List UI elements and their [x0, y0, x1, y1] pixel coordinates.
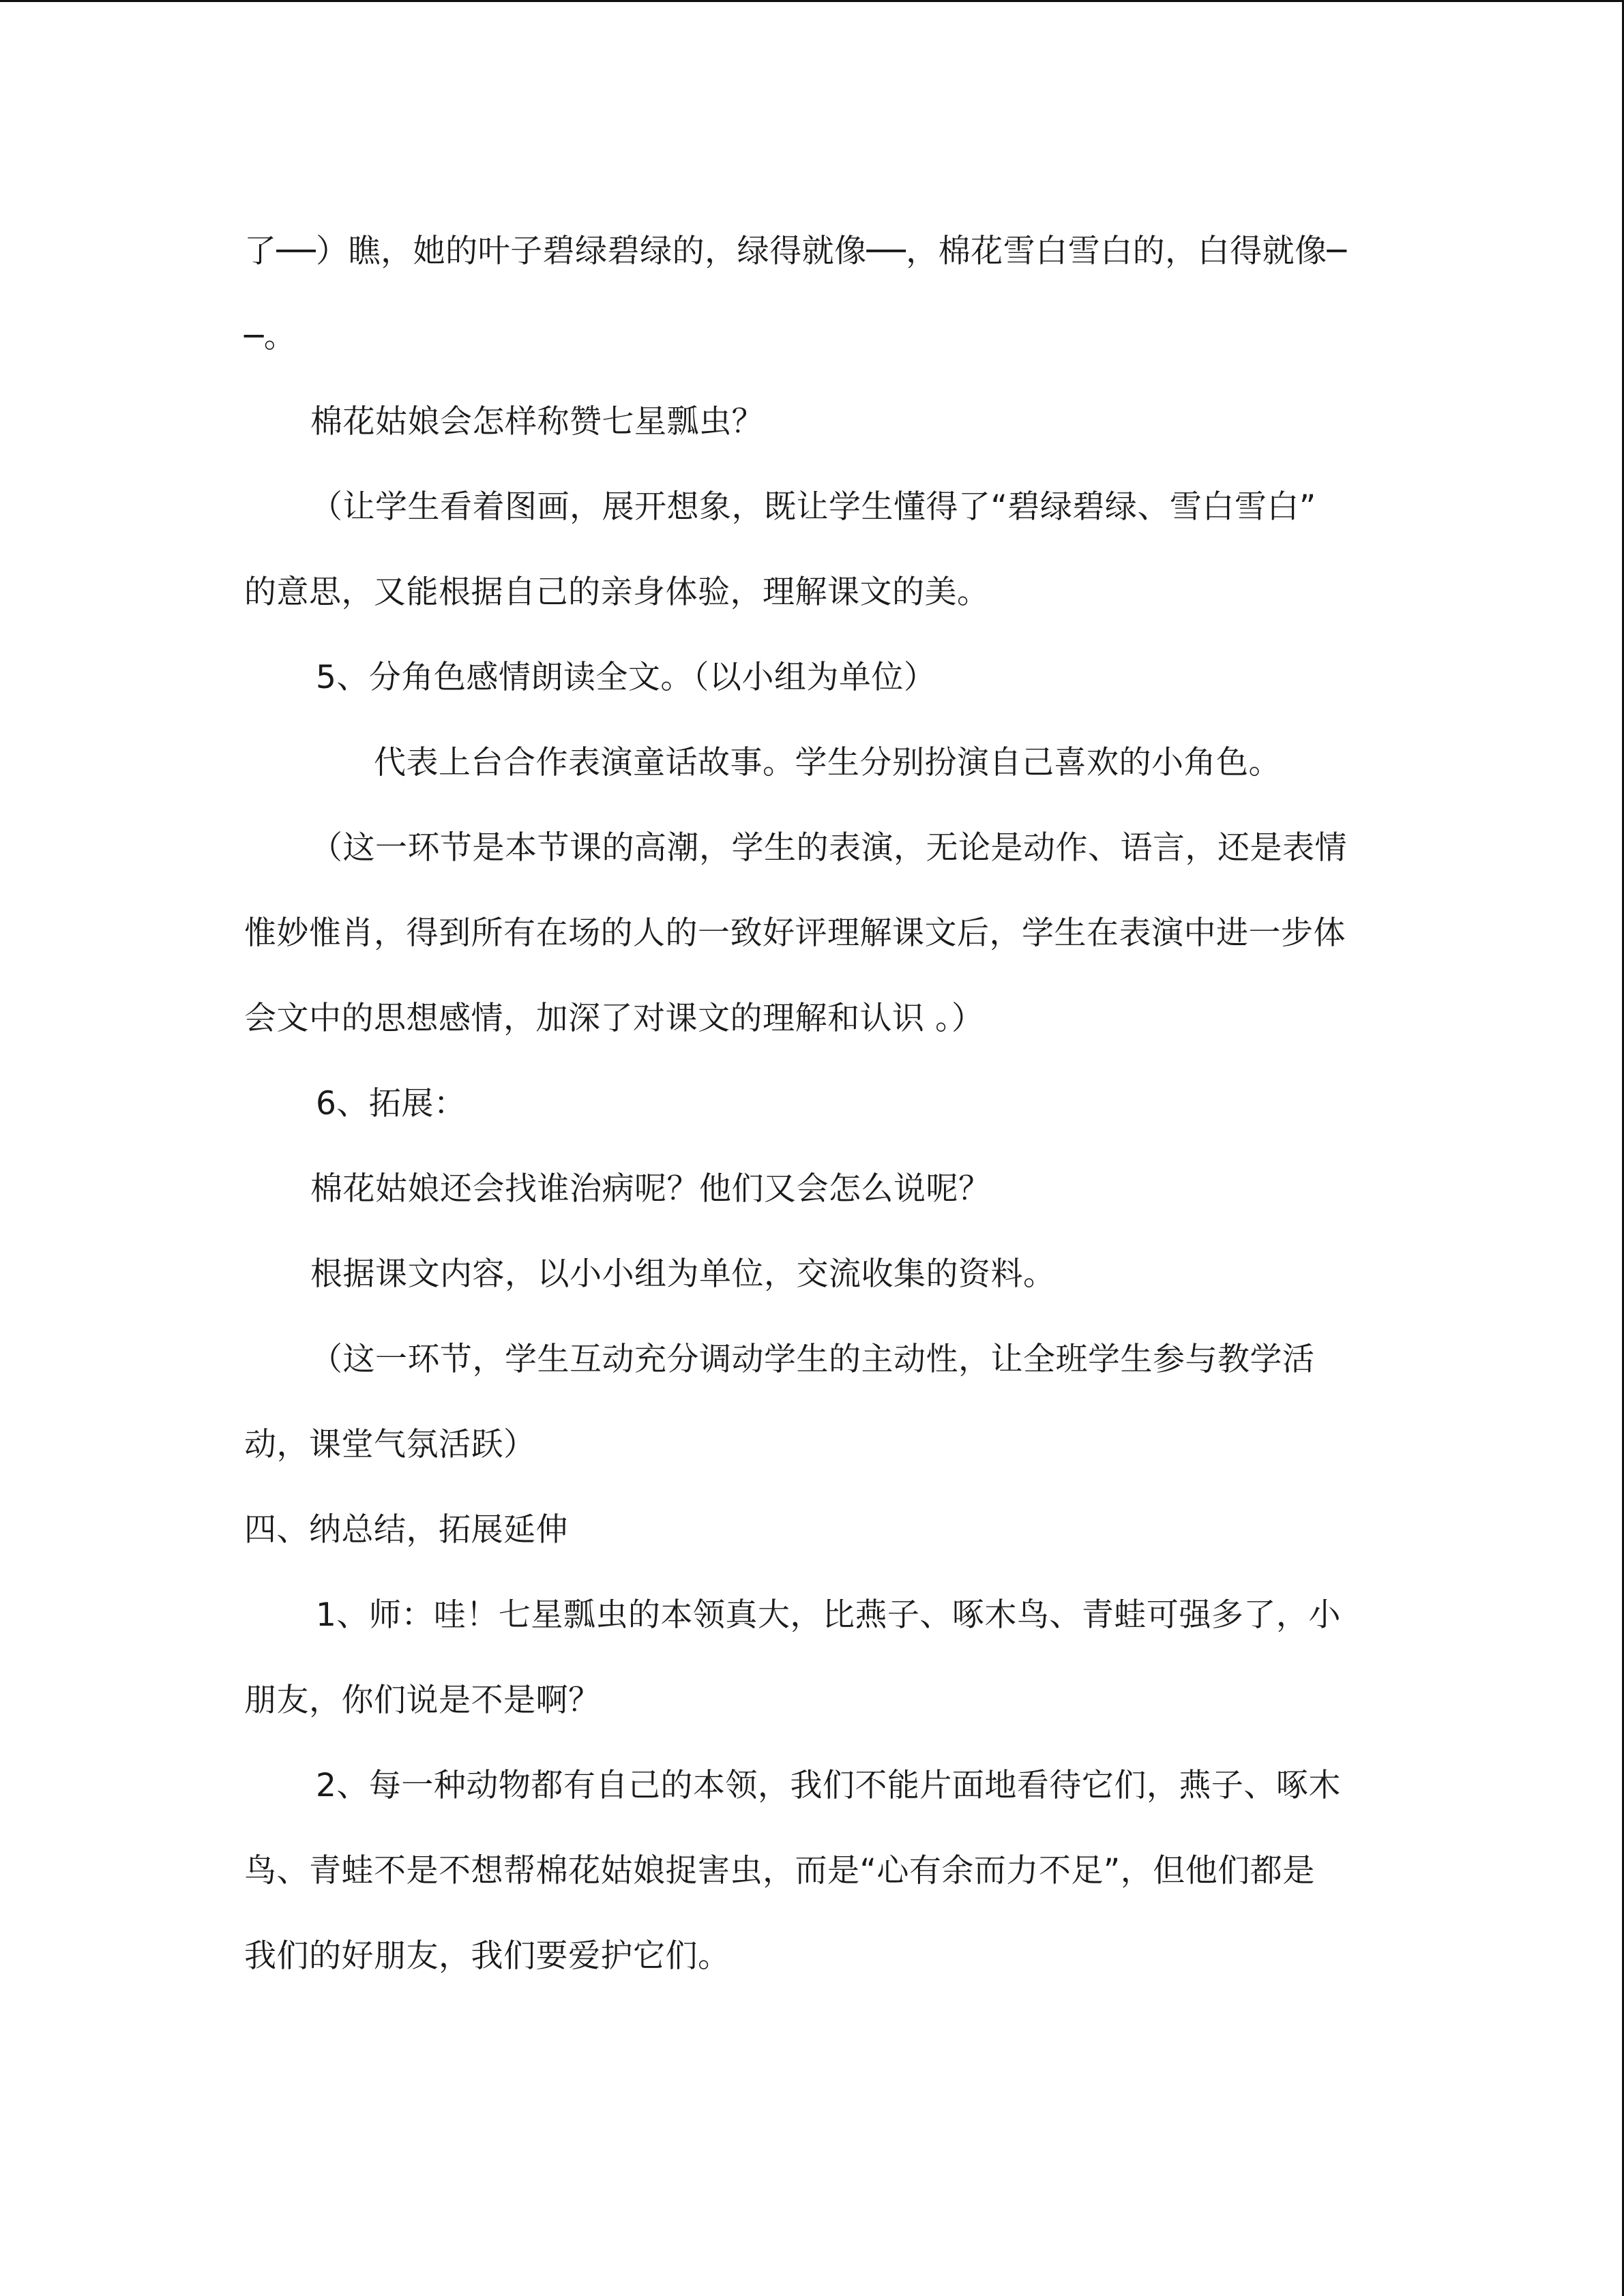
text-line: 了──）瞧，她的叶子碧绿碧绿的，绿得就像──，棉花雪白雪白的，白得就像─ [244, 233, 1347, 270]
page-top-border [0, 0, 1624, 2]
text-line: 会文中的思想感情，加深了对课文的理解和认识 。） [244, 1000, 984, 1037]
text-line: 惟妙惟肖，得到所有在场的人的一致好评理解课文后，学生在表演中进一步体 [244, 914, 1346, 952]
text-line: 代表上台合作表演童话故事。学生分别扮演自己喜欢的小角色。 [374, 744, 1281, 781]
text-line: ─。 [244, 318, 297, 355]
text-line: 5、分角色感情朗读全文。（以小组为单位） [316, 659, 936, 696]
text-line: 6、拓展： [316, 1085, 467, 1122]
document-page [244, 209, 1383, 1999]
text-line: （这一环节，学生互动充分调动学生的主动性，让全班学生参与教学活 [310, 1341, 1315, 1378]
text-line: 根据课文内容，以小小组为单位，交流收集的资料。 [310, 1255, 1056, 1293]
text-line: 朋友，你们说是不是啊？ [244, 1682, 601, 1719]
text-line: 的意思，又能根据自己的亲身体验，理解课文的美。 [244, 573, 990, 611]
text-line: 动，课堂气氛活跃） [244, 1426, 536, 1463]
text-line: （让学生看着图画，展开想象，既让学生懂得了“碧绿碧绿、雪白雪白” [310, 488, 1316, 526]
text-line: 棉花姑娘还会找谁治病呢？他们又会怎么说呢？ [310, 1170, 991, 1208]
text-line: 1、师：哇！七星瓢虫的本领真大，比燕子、啄木鸟、青蛙可强多了，小 [316, 1596, 1341, 1634]
text-line: （这一环节是本节课的高潮，学生的表演，无论是动作、语言，还是表情 [310, 829, 1347, 867]
text-line: 棉花姑娘会怎样称赞七星瓢虫？ [310, 403, 764, 441]
section-heading: 四、纳总结，拓展延伸 [244, 1511, 568, 1549]
text-line: 我们的好朋友，我们要爱护它们。 [244, 1937, 730, 1975]
text-line: 鸟、青蛙不是不想帮棉花姑娘捉害虫，而是“心有余而力不足”，但他们都是 [244, 1852, 1315, 1890]
text-line: 2、每一种动物都有自己的本领，我们不能片面地看待它们，燕子、啄木 [316, 1767, 1341, 1804]
